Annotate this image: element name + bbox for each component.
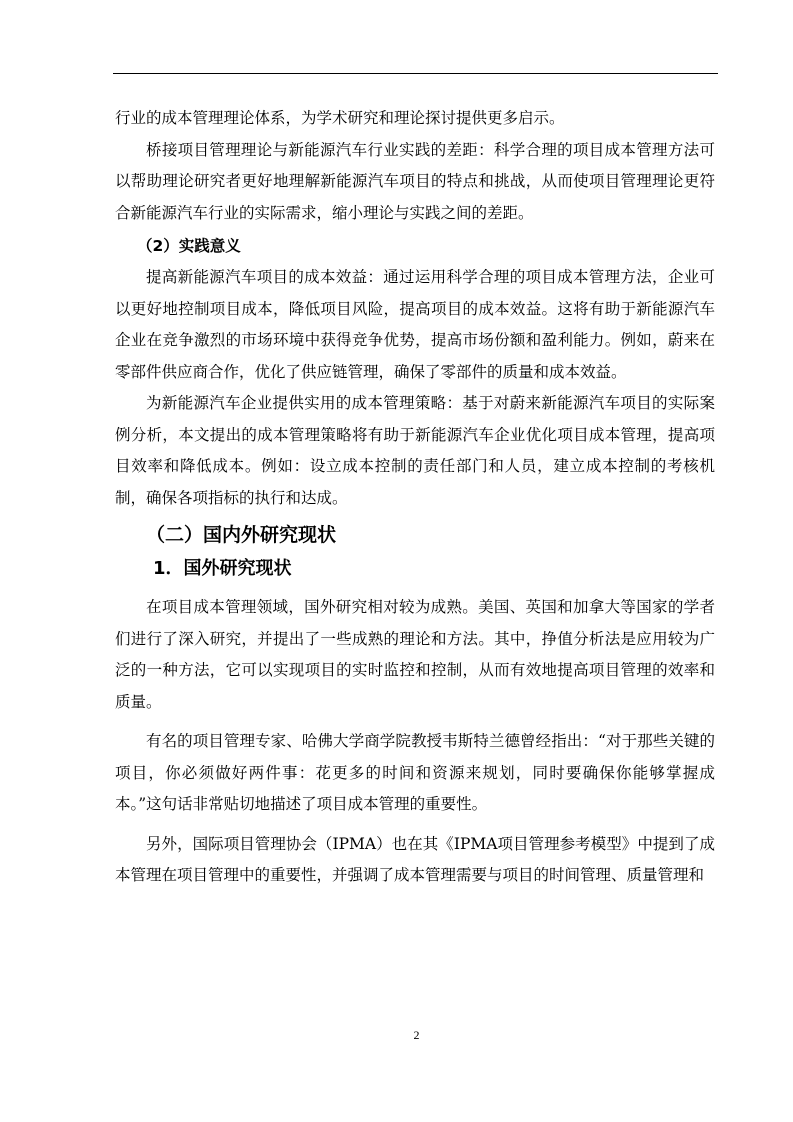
- paragraph: 提高新能源汽车项目的成本效益：通过运用科学合理的项目成本管理方法，企业可以更好地控制项目成本，降低项目风险，提高项目的成本效益。这将有助于新能源汽车企业在竞争激烈的市场环境中获得竞争优势，提高市场份额和盈利能力。例如，蔚来在零部件供应商合作，优化了供应链管理，确保了零部件的质量和成本效益。: [115, 268, 715, 381]
- paragraph: 有名的项目管理专家、哈佛大学商学院教授韦斯特兰德曾经指出：“对于那些关键的项目，你必须做好两件事：花更多的时间和资源来规划，同时要确保你能够掌握成本。”这句话非常贴切地描述了项目成本管理的重要性。: [115, 732, 715, 813]
- page-number: 2: [413, 1028, 420, 1042]
- section-heading-research-status: （二）国内外研究现状: [146, 524, 337, 546]
- document-body: [115, 103, 715, 892]
- subsection-heading-foreign: 1．国外研究现状: [153, 558, 292, 579]
- header-rule: [113, 73, 718, 74]
- paragraph: 在项目成本管理领域，国外研究相对较为成熟。美国、英国和加拿大等国家的学者们进行了深入研究，并提出了一些成熟的理论和方法。其中，挣值分析法是应用较为广泛的一种方法，它可以实现项目的实时监控和控制，从而有效地提高项目管理的效率和质量。: [115, 598, 715, 711]
- section-heading-practice: （2）实践意义: [137, 237, 241, 255]
- paragraph: 桥接项目管理理论与新能源汽车行业实践的差距：科学合理的项目成本管理方法可以帮助理论研究者更好地理解新能源汽车项目的特点和挑战，从而使项目管理理论更符合新能源汽车行业的实际需求，缩小理论与实践之间的差距。: [115, 140, 715, 222]
- paragraph: 为新能源汽车企业提供实用的成本管理策略：基于对蔚来新能源汽车项目的实际案例分析，本文提出的成本管理策略将有助于新能源汽车企业优化项目成本管理，提高项目效率和降低成本。例如：设立成本控制的责任部门和人员，建立成本控制的考核机制，确保各项指标的执行和达成。: [115, 394, 715, 507]
- paragraph: 行业的成本管理理论体系，为学术研究和理论探讨提供更多启示。: [115, 109, 565, 127]
- paragraph: 另外，国际项目管理协会（IPMA）也在其《IPMA项目管理参考模型》中提到了成本管理在项目管理中的重要性，并强调了成本管理需要与项目的时间管理、质量管理和: [115, 834, 715, 884]
